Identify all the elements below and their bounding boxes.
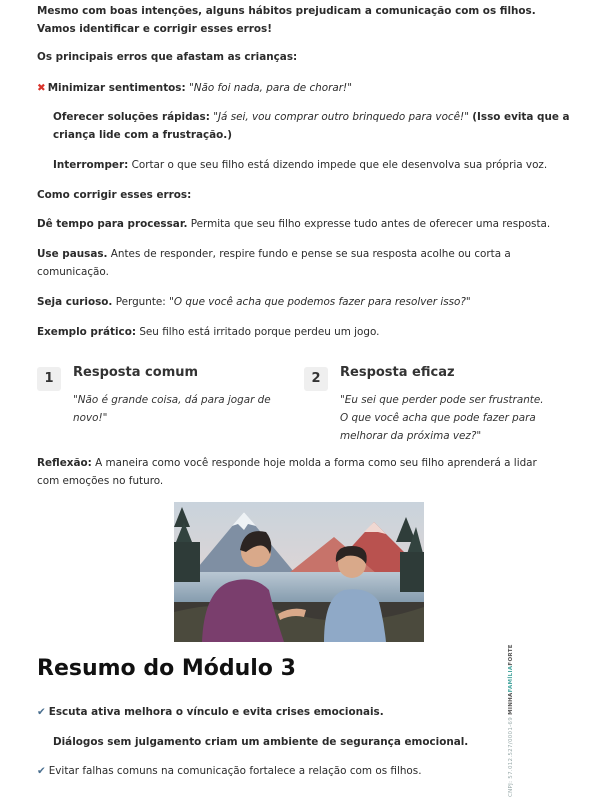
company-code: CNPJ: 57.012.527/0001-69 — [508, 716, 514, 797]
summary-item: Diálogos sem julgamento criam um ambiente de segurança emocional. — [53, 736, 469, 748]
brand-logo — [508, 644, 514, 715]
fix-label: Seja curioso. — [37, 296, 113, 308]
fix-label: Use pausas. — [37, 248, 108, 260]
step-number: 2 — [304, 367, 328, 391]
intro-text: Mesmo com boas intenções, alguns hábitos prejudicam a comunicação com os filhos. Vamos identificar e corrigir esses erros! — [37, 5, 536, 35]
summary-title: Resumo do Módulo 3 — [37, 656, 296, 681]
fix-quote: "O que você acha que podemos fazer para resolver isso?" — [169, 296, 471, 308]
summary-text: Evitar falhas comuns na comunicação fortalece a relação com os filhos. — [48, 765, 422, 777]
summary-text: Escuta ativa melhora o vínculo e evita crises emocionais. — [48, 706, 384, 718]
brand-part: FAMÍLIA — [508, 665, 514, 693]
step-title: Resposta comum — [73, 365, 199, 380]
step-text: "Eu sei que perder pode ser frustrante. O que você acha que pode fazer para melhorar da próxima vez?" — [340, 394, 544, 442]
fix-item-pauses — [37, 245, 562, 281]
vertical-footer — [508, 644, 514, 797]
step-number: 1 — [37, 367, 61, 391]
summary-item — [37, 703, 562, 721]
brand-part: MINHA — [508, 692, 514, 715]
fix-label: Dê tempo para processar. — [37, 218, 188, 230]
fix-item-curious — [37, 293, 562, 311]
check-mark-icon: ✔ — [37, 765, 46, 777]
example-label: Exemplo prático: — [37, 326, 136, 338]
error-quote: "Não foi nada, para de chorar!" — [188, 82, 352, 94]
fix-heading: Como corrigir esses erros: — [37, 189, 192, 201]
brand-part: FORTE — [508, 644, 514, 666]
mother-son-lake-illustration — [174, 502, 424, 642]
error-item-interrupt — [37, 156, 578, 174]
error-quote: "Já sei, vou comprar outro brinquedo para você!" — [213, 111, 469, 123]
error-label: Interromper: — [53, 159, 129, 171]
fix-text: Pergunte: — [115, 296, 166, 308]
fix-text: Antes de responder, respire fundo e pense se sua resposta acolhe ou corta a comunicação. — [37, 248, 511, 278]
step-text: "Não é grande coisa, dá para jogar de novo!" — [73, 394, 271, 424]
summary-item — [37, 762, 562, 780]
cross-mark-icon: ✖ — [37, 82, 46, 94]
error-item-minimize — [37, 79, 562, 97]
example-body: Seu filho está irritado porque perdeu um jogo. — [139, 326, 380, 338]
error-text: Cortar o que seu filho está dizendo impede que ele desenvolva sua própria voz. — [131, 159, 548, 171]
reflection-body: A maneira como você responde hoje molda a forma como seu filho aprenderá a lidar com emoções no futuro. — [37, 457, 537, 487]
errors-heading: Os principais erros que afastam as crianças: — [37, 51, 298, 63]
reflection-text — [37, 454, 562, 490]
error-item-quick-solutions — [37, 108, 578, 144]
step-title: Resposta eficaz — [340, 365, 455, 380]
error-label: Oferecer soluções rápidas: — [53, 111, 210, 123]
fix-item-time — [37, 215, 562, 233]
check-mark-icon: ✔ — [37, 706, 46, 718]
error-label: Minimizar sentimentos: — [47, 82, 186, 94]
reflection-label: Reflexão: — [37, 457, 92, 469]
fix-text: Permita que seu filho expresse tudo antes de oferecer uma resposta. — [190, 218, 551, 230]
example-text — [37, 323, 562, 341]
error-note: (Isso evita que a criança lide com a frustração.) — [53, 111, 570, 141]
